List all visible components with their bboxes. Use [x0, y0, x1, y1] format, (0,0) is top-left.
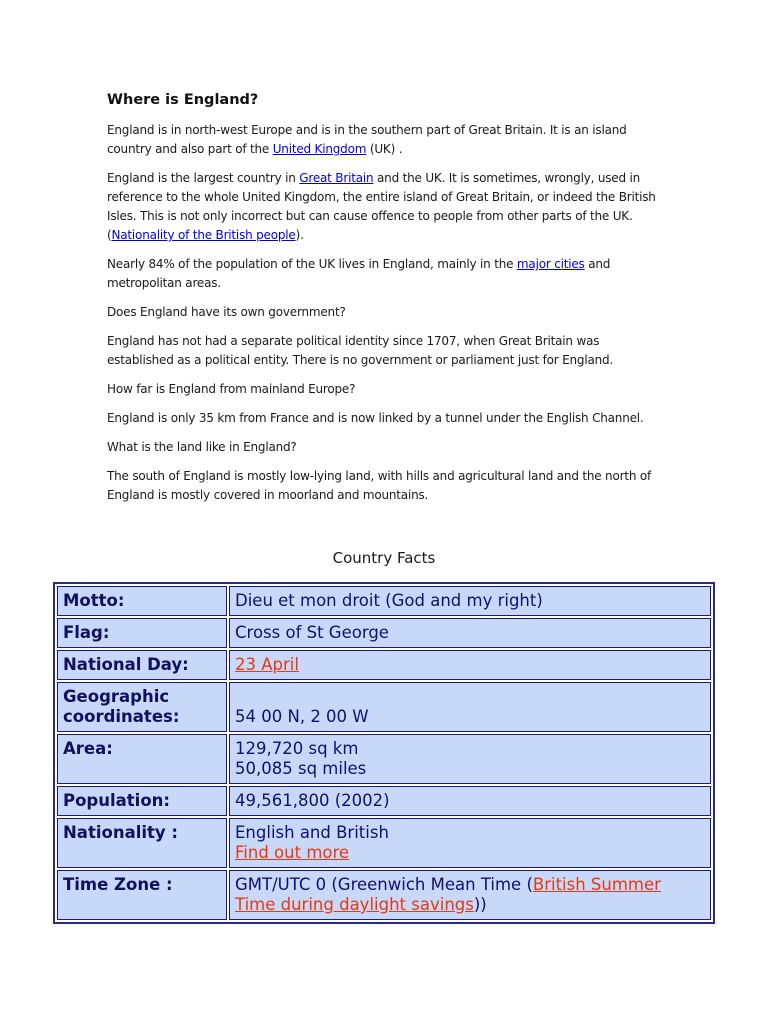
answer-land: The south of England is mostly low-lying land, with hills and agricultural land and the north of England is mostly covered in moorland and mountains.	[107, 469, 652, 502]
table-row-national-day	[57, 650, 711, 680]
coordinates-label: Geographic coordinates:	[57, 682, 227, 732]
nationality-label: Nationality :	[57, 818, 227, 868]
link-find-out-more[interactable]: Find out more	[235, 843, 350, 862]
table-row-motto	[57, 586, 711, 616]
area-value	[229, 734, 711, 784]
motto-value: Dieu et mon droit (God and my right)	[229, 586, 711, 616]
table-row-timezone	[57, 870, 711, 920]
question-distance: How far is England from mainland Europe?	[107, 382, 356, 396]
table-row-nationality	[57, 818, 711, 868]
population-label: Population:	[57, 786, 227, 816]
flag-value: Cross of St George	[229, 618, 711, 648]
link-great-britain[interactable]: Great Britain	[299, 171, 374, 185]
table-row-coordinates	[57, 682, 711, 732]
answer-government: England has not had a separate political identity since 1707, when Great Britain was established as a political entity. There is no government or parliament just for England.	[107, 334, 614, 367]
country-facts-title: Country Facts	[332, 549, 436, 567]
paragraph-largest-country: England is the largest country in Great Britain and the UK. It is sometimes, wrongly, used in reference to the whole United Kingdom, the entire island of Great Britain, or indeed the British Isles. This is not only incorrect but can cause offence to people from other parts of the UK. (Nationality of the British people).	[107, 171, 656, 242]
country-facts-table	[53, 582, 715, 924]
nationality-text: English and British	[235, 823, 389, 842]
page-title: Where is England?	[107, 92, 259, 108]
table-row-population	[57, 786, 711, 816]
question-land: What is the land like in England?	[107, 440, 297, 454]
motto-label: Motto:	[57, 586, 227, 616]
question-government: Does England have its own government?	[107, 305, 346, 319]
answer-distance: England is only 35 km from France and is now linked by a tunnel under the English Channel.	[107, 411, 644, 425]
link-united-kingdom[interactable]: United Kingdom	[272, 142, 367, 156]
link-major-cities[interactable]: major cities	[516, 257, 585, 271]
national-day-label: National Day:	[57, 650, 227, 680]
flag-label: Flag:	[57, 618, 227, 648]
national-day-value	[229, 650, 711, 680]
article	[107, 92, 667, 515]
paragraph-location: England is in north-west Europe and is in the southern part of Great Britain. It is an island country and also part of the United Kingdom (UK) .	[107, 123, 627, 156]
link-nationality-british-people[interactable]: Nationality of the British people	[111, 228, 296, 242]
timezone-value: GMT/UTC 0 (Greenwich Mean Time (British Summer Time during daylight savings))	[229, 870, 711, 920]
timezone-label: Time Zone :	[57, 870, 227, 920]
nationality-value	[229, 818, 711, 868]
link-national-day[interactable]: 23 April	[235, 655, 299, 674]
link-british-summer-time[interactable]: British Summer Time during daylight savings	[235, 875, 661, 914]
table-row-flag	[57, 618, 711, 648]
area-label: Area:	[57, 734, 227, 784]
area-km: 129,720 sq km	[235, 739, 359, 758]
paragraph-population: Nearly 84% of the population of the UK lives in England, mainly in the major cities and metropolitan areas.	[107, 257, 611, 290]
coordinates-value: 54 00 N, 2 00 W	[229, 682, 711, 732]
population-value: 49,561,800 (2002)	[229, 786, 711, 816]
table-row-area	[57, 734, 711, 784]
area-miles: 50,085 sq miles	[235, 759, 367, 778]
